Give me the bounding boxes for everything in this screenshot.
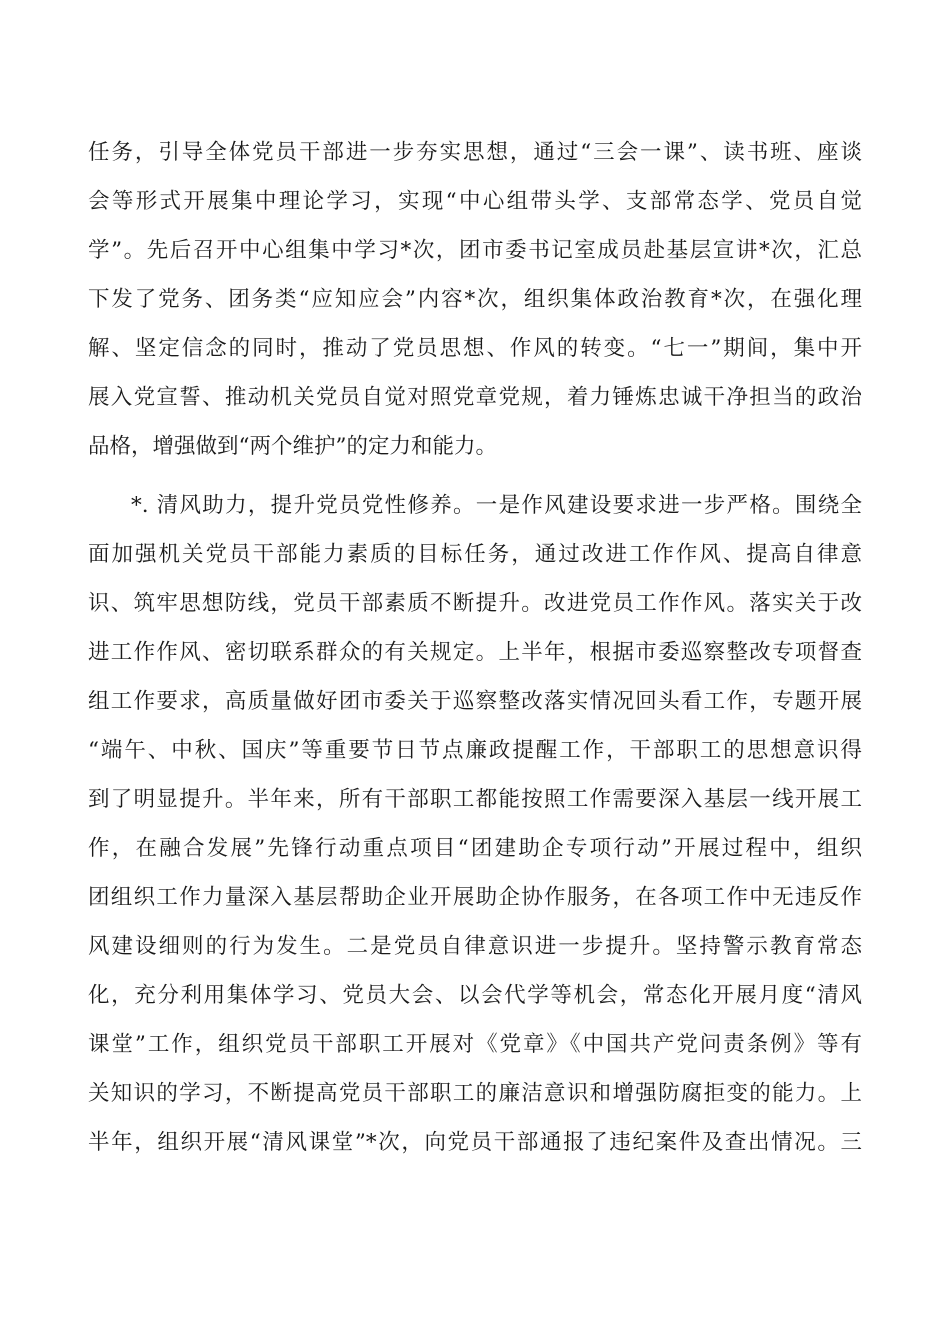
text-line: 团组织工作力量深入基层帮助企业开展助企协作服务，在各项工作中无违反作 (88, 885, 862, 910)
text-line: 下发了党务、团务类“应知应会”内容*次，组织集体政治教育*次，在强化理 (88, 287, 862, 312)
text-line: 面加强机关党员干部能力素质的目标任务，通过改进工作作风、提高自律意 (88, 542, 862, 567)
text-line: 风建设细则的行为发生。二是党员自律意识进一步提升。坚持警示教育常态 (88, 934, 862, 959)
text-line: “端午、中秋、国庆”等重要节日节点廉政提醒工作，干部职工的思想意识得 (88, 738, 862, 763)
text-line: 组工作要求，高质量做好团市委关于巡察整改落实情况回头看工作，专题开展 (88, 689, 862, 714)
text-line: 半年，组织开展“清风课堂”*次，向党员干部通报了违纪案件及查出情况。三 (88, 1130, 862, 1155)
text-line: 解、坚定信念的同时，推动了党员思想、作风的转变。“七一”期间，集中开 (88, 336, 862, 361)
text-line: 关知识的学习，不断提高党员干部职工的廉洁意识和增强防腐拒变的能力。上 (88, 1081, 862, 1106)
text-line: 会等形式开展集中理论学习，实现“中心组带头学、支部常态学、党员自觉 (88, 189, 862, 214)
text-line: 化，充分利用集体学习、党员大会、以会代学等机会，常态化开展月度“清风 (88, 983, 862, 1008)
text-line: 识、筑牢思想防线，党员干部素质不断提升。改进党员工作作风。落实关于改 (88, 591, 862, 616)
text-line: 展入党宣誓、推动机关党员自觉对照党章党规，着力锤炼忠诚干净担当的政治 (88, 385, 862, 410)
text-line: 作，在融合发展”先锋行动重点项目“团建助企专项行动”开展过程中，组织 (88, 836, 862, 861)
text-line: 到了明显提升。半年来，所有干部职工都能按照工作需要深入基层一线开展工 (88, 787, 862, 812)
text-line: 课堂”工作，组织党员干部职工开展对《党章》《中国共产党问责条例》等有 (88, 1032, 862, 1057)
paragraph-2 (88, 481, 862, 1167)
text-line: 进工作作风、密切联系群众的有关规定。上半年，根据市委巡察整改专项督查 (88, 640, 862, 665)
paragraph-1 (88, 128, 862, 471)
text-line: *. 清风助力，提升党员党性修养。一是作风建设要求进一步严格。围绕全 (131, 493, 862, 518)
text-line: 品格，增强做到“两个维护”的定力和能力。 (88, 434, 497, 459)
text-line: 学”。先后召开中心组集中学习*次，团市委书记室成员赴基层宣讲*次，汇总 (88, 238, 862, 263)
text-line: 任务，引导全体党员干部进一步夯实思想，通过“三会一课”、读书班、座谈 (88, 140, 862, 165)
